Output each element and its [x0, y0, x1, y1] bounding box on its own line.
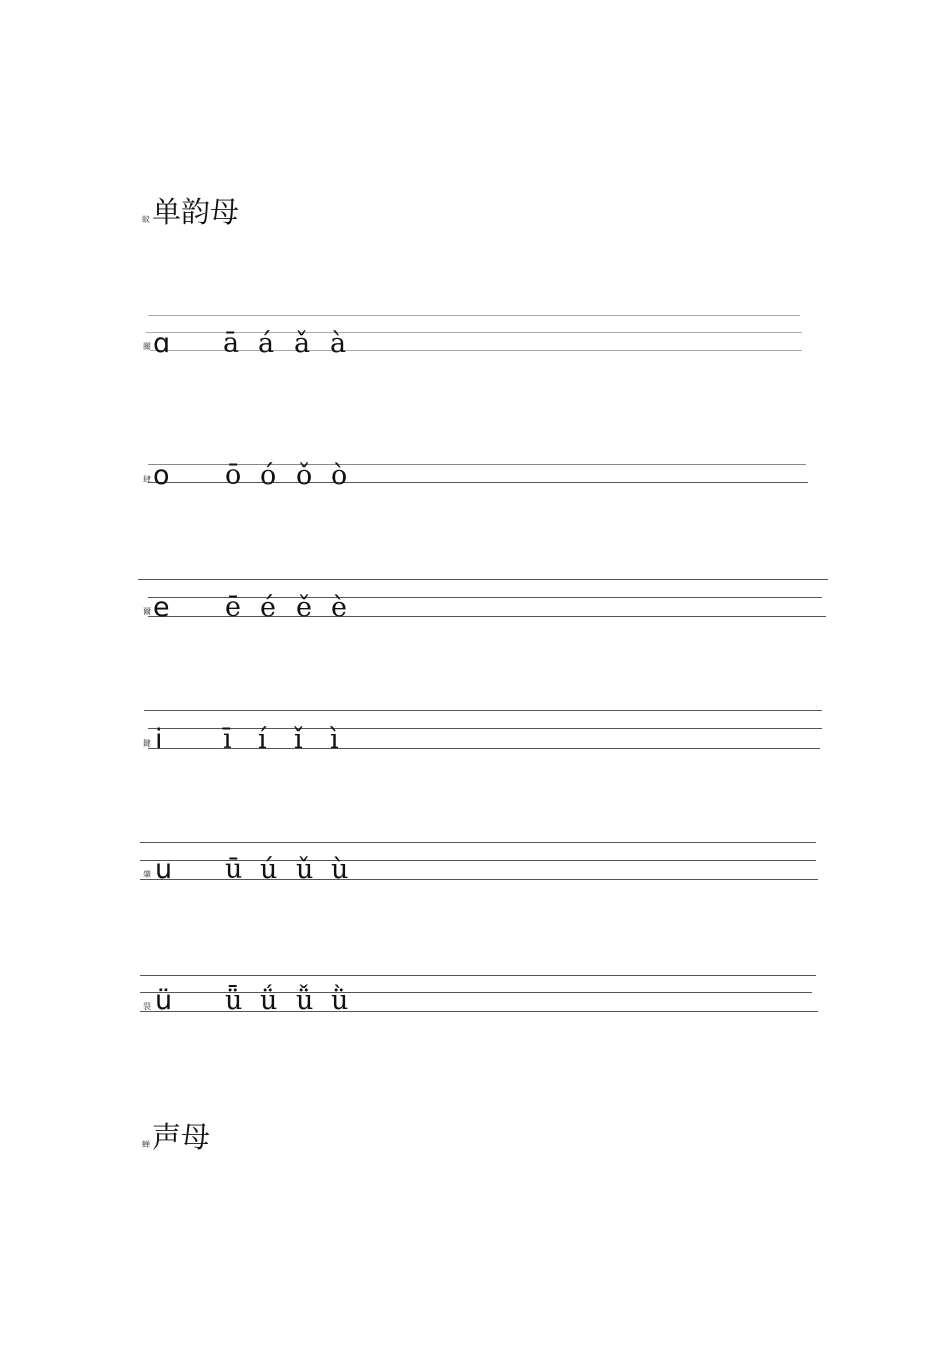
- heading-title: 声母: [152, 1120, 211, 1154]
- row-tiny-mark: 肆: [143, 475, 151, 484]
- guide-line-top: [140, 975, 816, 976]
- guide-line-base: [148, 748, 820, 749]
- pinyin-tone-3: ě: [296, 592, 312, 623]
- pinyin-row-e: [0, 570, 950, 630]
- pinyin-row-a: [0, 310, 950, 370]
- pinyin-tone-4: ò: [331, 460, 348, 491]
- pinyin-tone-3: ǚ: [296, 985, 314, 1016]
- row-tiny-mark: 爾: [143, 607, 151, 616]
- pinyin-tone-4: à: [330, 328, 347, 359]
- row-tiny-mark: 關: [143, 342, 151, 351]
- pinyin-tone-2: é: [260, 592, 276, 623]
- row-tiny-mark: 肇: [143, 870, 151, 879]
- pinyin-base-letter: o: [153, 460, 170, 491]
- heading-tiny-mark: 蚁: [142, 215, 150, 224]
- pinyin-tone-4: ì: [330, 724, 339, 755]
- guide-line-top: [148, 315, 800, 316]
- guide-line-top: [138, 579, 828, 580]
- row-tiny-mark: 裂: [143, 1002, 151, 1011]
- heading-tiny-mark: 蝉: [142, 1140, 150, 1149]
- guide-line-middle: [148, 728, 822, 729]
- guide-line-top: [148, 464, 806, 465]
- pinyin-tone-2: í: [258, 724, 267, 755]
- pinyin-tone-1: ī: [223, 724, 232, 755]
- pinyin-row-u: [0, 832, 950, 892]
- pinyin-tone-3: ǐ: [294, 724, 303, 755]
- pinyin-tone-1: ā: [223, 328, 240, 359]
- pinyin-row-i: [0, 700, 950, 760]
- pinyin-tone-2: ó: [260, 460, 277, 491]
- heading-title: 单韵母: [152, 195, 240, 229]
- pinyin-row-v: [0, 965, 950, 1025]
- pinyin-tone-1: ǖ: [225, 985, 243, 1016]
- pinyin-tone-4: è: [331, 592, 347, 623]
- pinyin-tone-4: ǜ: [331, 985, 349, 1016]
- pinyin-tone-3: ǒ: [296, 460, 313, 491]
- guide-line-top: [144, 710, 822, 711]
- pinyin-tone-1: ē: [225, 592, 241, 623]
- pinyin-base-letter: u: [155, 854, 173, 885]
- section-heading-initials: [142, 1115, 210, 1156]
- pinyin-row-o: [0, 448, 950, 508]
- pinyin-tone-3: ǔ: [296, 854, 314, 885]
- pinyin-base-letter: i: [155, 724, 163, 755]
- row-tiny-mark: 鍵: [143, 739, 151, 748]
- pinyin-tone-2: ú: [260, 854, 278, 885]
- guide-line-middle: [148, 597, 822, 598]
- guide-line-base: [148, 616, 826, 617]
- pinyin-tone-2: ǘ: [260, 985, 278, 1016]
- pinyin-tone-1: ō: [225, 460, 242, 491]
- pinyin-tone-2: á: [258, 328, 275, 359]
- pinyin-base-letter: ɑ: [153, 328, 171, 359]
- guide-line-base: [150, 350, 802, 351]
- guide-line-base: [148, 482, 808, 483]
- pinyin-base-letter: e: [153, 592, 170, 623]
- pinyin-base-letter: ü: [155, 985, 173, 1016]
- guide-line-top: [140, 842, 816, 843]
- guide-line-middle: [146, 332, 802, 333]
- pinyin-tone-4: ù: [331, 854, 349, 885]
- pinyin-tone-1: ū: [225, 854, 243, 885]
- pinyin-tone-3: ǎ: [294, 328, 311, 359]
- section-heading-finals: [142, 190, 239, 231]
